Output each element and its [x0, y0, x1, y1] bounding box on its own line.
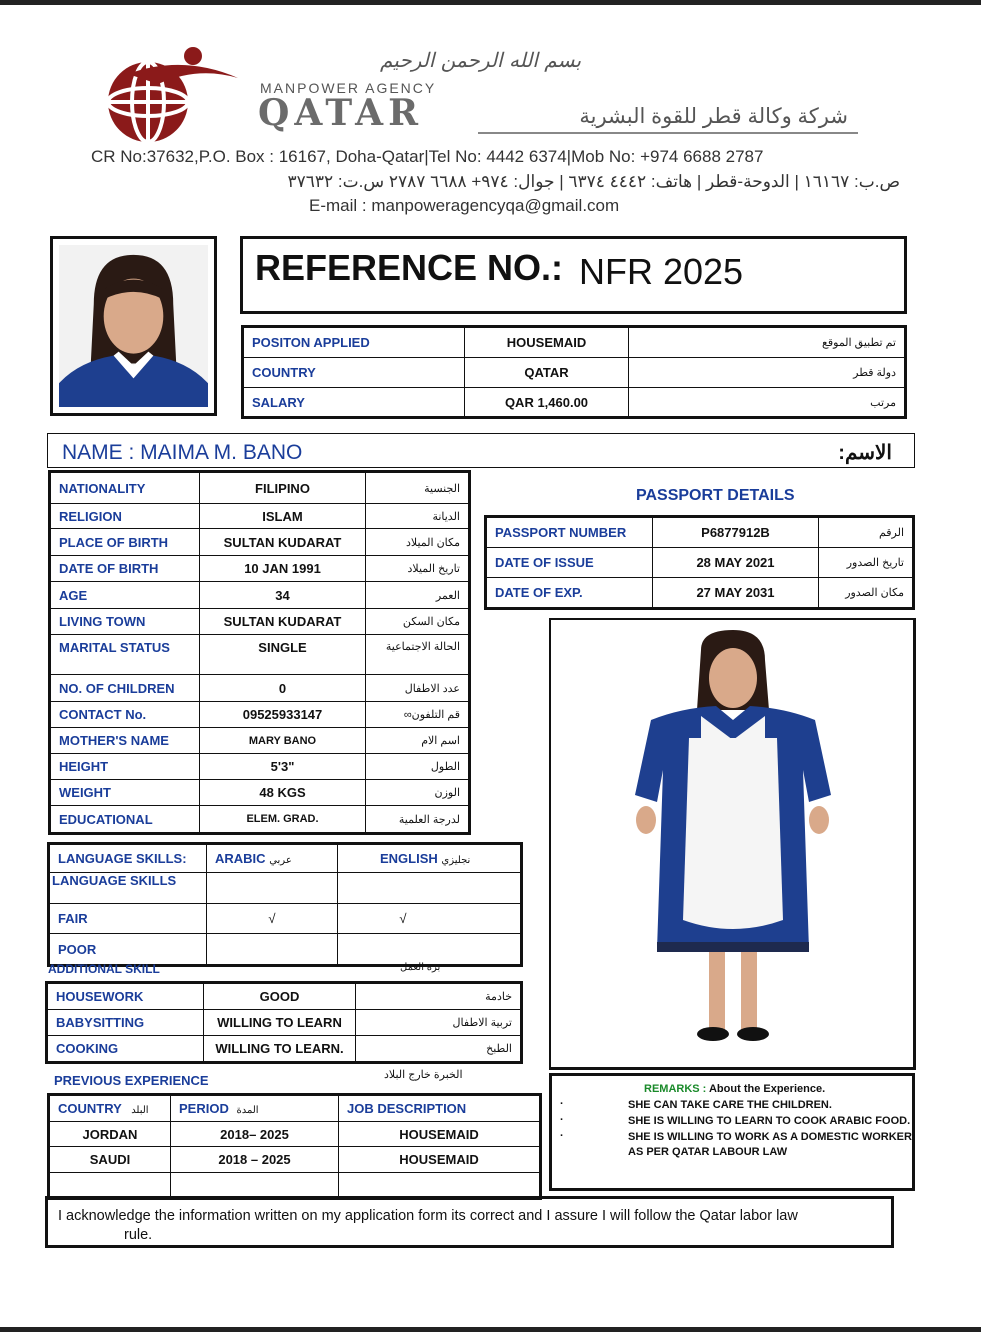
- bismillah-calligraphy: بسم الله الرحمن الرحيم: [380, 48, 582, 72]
- table-row: [49, 904, 522, 934]
- passport-number-label: PASSPORT NUMBER: [486, 517, 653, 548]
- religion-arabic: الديانة: [366, 504, 470, 529]
- nationality-arabic: الجنسية: [366, 472, 470, 504]
- date-of-exp-value: 27 MAY 2031: [653, 578, 819, 609]
- bottom-border: [0, 1327, 981, 1332]
- arabic-column-header: [207, 844, 338, 873]
- table-row: [50, 754, 470, 780]
- table-row: [47, 1010, 522, 1036]
- remarks-box: [549, 1073, 915, 1191]
- fair-label: FAIR: [49, 904, 207, 934]
- period-column-arabic: المدة: [236, 1105, 259, 1116]
- reference-box: [240, 236, 907, 314]
- cooking-label: COOKING: [47, 1036, 204, 1063]
- table-row: [50, 635, 470, 675]
- remarks-subtitle: About the Experience.: [706, 1083, 826, 1095]
- acknowledgement-box: [45, 1196, 894, 1248]
- period-column-label: PERIOD: [179, 1101, 229, 1116]
- contact-label: CONTACT No.: [50, 702, 200, 728]
- living-town-value: SULTAN KUDARAT: [200, 609, 366, 635]
- weight-label: WEIGHT: [50, 780, 200, 806]
- passport-details-title: PASSPORT DETAILS: [636, 487, 795, 504]
- contact-line-arabic: ص.ب: ١٦١٦٧ | الدوحة-قطر | هاتف: ٤٤٤٢ ٦٣٧٤ | جوال: ٩٧٤+ ٦٦٨٨ ٢٧٨٧ س.ت: ٣٧٦٣٢: [287, 172, 900, 191]
- empty-cell: [338, 873, 522, 904]
- experience-job: HOUSEMAID: [339, 1147, 541, 1173]
- country-column-arabic: البلد: [131, 1105, 149, 1116]
- passport-number-arabic: الرقم: [819, 517, 914, 548]
- table-row: [243, 388, 906, 418]
- remark-text: SHE CAN TAKE CARE THE CHILDREN.: [628, 1099, 832, 1111]
- english-poor-check: [338, 934, 522, 966]
- position-value: HOUSEMAID: [465, 327, 629, 358]
- table-row: [49, 1173, 541, 1199]
- experience-country: JORDAN: [49, 1122, 171, 1147]
- table-row: [50, 556, 470, 582]
- experience-period: 2018– 2025: [171, 1122, 339, 1147]
- table-row: [486, 578, 914, 609]
- previous-experience-arabic: الخبرة خارج البلاد: [384, 1069, 463, 1081]
- salary-arabic: مرتب: [629, 388, 906, 418]
- religion-label: RELIGION: [50, 504, 200, 529]
- applicant-headshot: [50, 236, 217, 416]
- living-town-arabic: مكان السكن: [366, 609, 470, 635]
- table-row: [49, 1122, 541, 1147]
- table-row: [49, 873, 522, 904]
- acknowledgement-line-1: I acknowledge the information written on my application form its correct and I assure I will follow the Qatar labor law: [58, 1208, 798, 1224]
- language-skills-subheader: LANGUAGE SKILLS: [49, 873, 207, 904]
- reference-label: REFERENCE NO.:: [255, 247, 564, 288]
- english-label: ENGLISH: [380, 851, 438, 866]
- table-row: [50, 728, 470, 754]
- header-divider: [478, 132, 858, 134]
- experience-job: HOUSEMAID: [339, 1122, 541, 1147]
- living-town-label: LIVING TOWN: [50, 609, 200, 635]
- contact-arabic: قم التلفون∞: [366, 702, 470, 728]
- religion-value: ISLAM: [200, 504, 366, 529]
- poor-label: POOR: [49, 934, 207, 966]
- empty-cell: [171, 1173, 339, 1199]
- marital-status-label: MARITAL STATUS: [50, 635, 200, 675]
- height-arabic: الطول: [366, 754, 470, 780]
- housework-label: HOUSEWORK: [47, 983, 204, 1010]
- arabic-fair-check: √: [207, 904, 338, 934]
- age-value: 34: [200, 582, 366, 609]
- table-row: [50, 529, 470, 556]
- table-row: [486, 548, 914, 578]
- additional-skill-arabic: برة العمل: [400, 962, 441, 973]
- mothers-name-arabic: اسم الام: [366, 728, 470, 754]
- list-item: [560, 1130, 918, 1160]
- position-arabic: تم تطبيق الموقع: [629, 327, 906, 358]
- agency-title: QATAR: [258, 92, 423, 134]
- place-of-birth-label: PLACE OF BIRTH: [50, 529, 200, 556]
- children-label: NO. OF CHILDREN: [50, 675, 200, 702]
- language-skills-header: LANGUAGE SKILLS:: [49, 844, 207, 873]
- date-of-issue-label: DATE OF ISSUE: [486, 548, 653, 578]
- table-row: [243, 358, 906, 388]
- cooking-arabic: الطبخ: [356, 1036, 522, 1063]
- height-label: HEIGHT: [50, 754, 200, 780]
- weight-value: 48 KGS: [200, 780, 366, 806]
- applicant-full-photo: [549, 618, 916, 1070]
- age-label: AGE: [50, 582, 200, 609]
- previous-experience-title: PREVIOUS EXPERIENCE: [54, 1073, 209, 1088]
- list-item: [560, 1098, 918, 1113]
- table-row: [49, 934, 522, 966]
- english-fair-check: √: [338, 904, 522, 934]
- bullet-icon: ·: [560, 1130, 564, 1142]
- table-row: [50, 472, 470, 504]
- table-row: [50, 702, 470, 728]
- age-arabic: العمر: [366, 582, 470, 609]
- date-of-birth-arabic: تاريخ الميلاد: [366, 556, 470, 582]
- arabic-label: ARABIC: [215, 851, 266, 866]
- nationality-value: FILIPINO: [200, 472, 366, 504]
- height-value: 5'3": [200, 754, 366, 780]
- email-line: E-mail : manpoweragencyqa@gmail.com: [309, 196, 620, 215]
- contact-value: 09525933147: [200, 702, 366, 728]
- acknowledgement-line-2: rule.: [124, 1227, 153, 1243]
- agency-arabic-name: شركة وكالة قطر للقوة البشرية: [579, 105, 848, 128]
- empty-cell: [49, 1173, 171, 1199]
- english-column-header: [338, 844, 522, 873]
- job-description-header: JOB DESCRIPTION: [339, 1095, 541, 1122]
- empty-cell: [339, 1173, 541, 1199]
- date-of-exp-arabic: مكان الصدور: [819, 578, 914, 609]
- date-of-birth-value: 10 JAN 1991: [200, 556, 366, 582]
- marital-status-arabic: الحالة الاجتماعية: [366, 635, 470, 675]
- table-row: [50, 609, 470, 635]
- mothers-name-label: MOTHER'S NAME: [50, 728, 200, 754]
- period-column-header: [171, 1095, 339, 1122]
- table-row: [47, 983, 522, 1010]
- experience-table: [47, 1093, 542, 1200]
- arabic-label-ar: عربي: [269, 855, 292, 866]
- table-row: [49, 1095, 541, 1122]
- experience-period: 2018 – 2025: [171, 1147, 339, 1173]
- agency-logo: [88, 44, 248, 144]
- remarks-heading: [644, 1083, 825, 1095]
- country-arabic: دولة قطر: [629, 358, 906, 388]
- country-label: COUNTRY: [243, 358, 465, 388]
- salary-value: QAR 1,460.00: [465, 388, 629, 418]
- children-value: 0: [200, 675, 366, 702]
- name-arabic-label: الاسم:: [838, 442, 892, 464]
- education-value: ELEM. GRAD.: [200, 806, 366, 834]
- list-item: [560, 1114, 918, 1129]
- additional-skills-table: [45, 981, 523, 1064]
- bullet-icon: ·: [560, 1098, 564, 1110]
- date-of-issue-arabic: تاريخ الصدور: [819, 548, 914, 578]
- country-column-label: COUNTRY: [58, 1101, 122, 1116]
- place-of-birth-arabic: مكان الميلاد: [366, 529, 470, 556]
- bullet-icon: ·: [560, 1114, 564, 1126]
- table-row: [50, 504, 470, 529]
- place-of-birth-value: SULTAN KUDARAT: [200, 529, 366, 556]
- position-table: [241, 325, 907, 419]
- agency-subtitle: MANPOWER AGENCY: [260, 80, 437, 96]
- passport-number-value: P6877912B: [653, 517, 819, 548]
- housework-arabic: خادمة: [356, 983, 522, 1010]
- top-border: [0, 0, 981, 5]
- arabic-poor-check: [207, 934, 338, 966]
- remarks-list: [560, 1098, 918, 1161]
- table-row: [50, 582, 470, 609]
- salary-label: SALARY: [243, 388, 465, 418]
- passport-table: [484, 515, 915, 610]
- date-of-birth-label: DATE OF BIRTH: [50, 556, 200, 582]
- housework-value: GOOD: [204, 983, 356, 1010]
- date-of-exp-label: DATE OF EXP.: [486, 578, 653, 609]
- experience-country: SAUDI: [49, 1147, 171, 1173]
- remark-text: SHE IS WILLING TO WORK AS A DOMESTIC WORKER AS PER QATAR LABOUR LAW: [628, 1131, 912, 1158]
- table-row: [49, 844, 522, 873]
- table-row: [50, 806, 470, 834]
- table-row: [486, 517, 914, 548]
- country-value: QATAR: [465, 358, 629, 388]
- table-row: [50, 675, 470, 702]
- language-skills-table: [47, 842, 523, 967]
- education-label: EDUCATIONAL: [50, 806, 200, 834]
- table-row: [47, 1036, 522, 1063]
- remark-text: SHE IS WILLING TO LEARN TO COOK ARABIC FOOD.: [628, 1115, 911, 1127]
- cooking-value: WILLING TO LEARN.: [204, 1036, 356, 1063]
- country-column-header: [49, 1095, 171, 1122]
- table-row: [243, 327, 906, 358]
- position-label: POSITON APPLIED: [243, 327, 465, 358]
- personal-details-table: [48, 470, 471, 835]
- applicant-name: NAME : MAIMA M. BANO: [62, 441, 303, 464]
- remarks-label: REMARKS :: [644, 1083, 707, 1095]
- name-bar: [47, 433, 915, 468]
- table-row: [49, 1147, 541, 1173]
- babysitting-value: WILLING TO LEARN: [204, 1010, 356, 1036]
- weight-arabic: الوزن: [366, 780, 470, 806]
- babysitting-label: BABYSITTING: [47, 1010, 204, 1036]
- mothers-name-value: MARY BANO: [200, 728, 366, 754]
- marital-status-value: SINGLE: [200, 635, 366, 675]
- date-of-issue-value: 28 MAY 2021: [653, 548, 819, 578]
- contact-line-english: CR No:37632,P.O. Box : 16167, Doha-Qatar|Tel No: 4442 6374|Mob No: +974 6688 2787: [91, 147, 764, 166]
- table-row: [50, 780, 470, 806]
- empty-cell: [207, 873, 338, 904]
- english-label-ar: نجليزي: [441, 855, 471, 866]
- additional-skill-title: ADDITIONAL SKILL: [48, 962, 160, 976]
- babysitting-arabic: تربية الاطفال: [356, 1010, 522, 1036]
- reference-number: NFR 2025: [579, 251, 744, 292]
- education-arabic: لدرجة العلمية: [366, 806, 470, 834]
- nationality-label: NATIONALITY: [50, 472, 200, 504]
- children-arabic: عدد الاطفال: [366, 675, 470, 702]
